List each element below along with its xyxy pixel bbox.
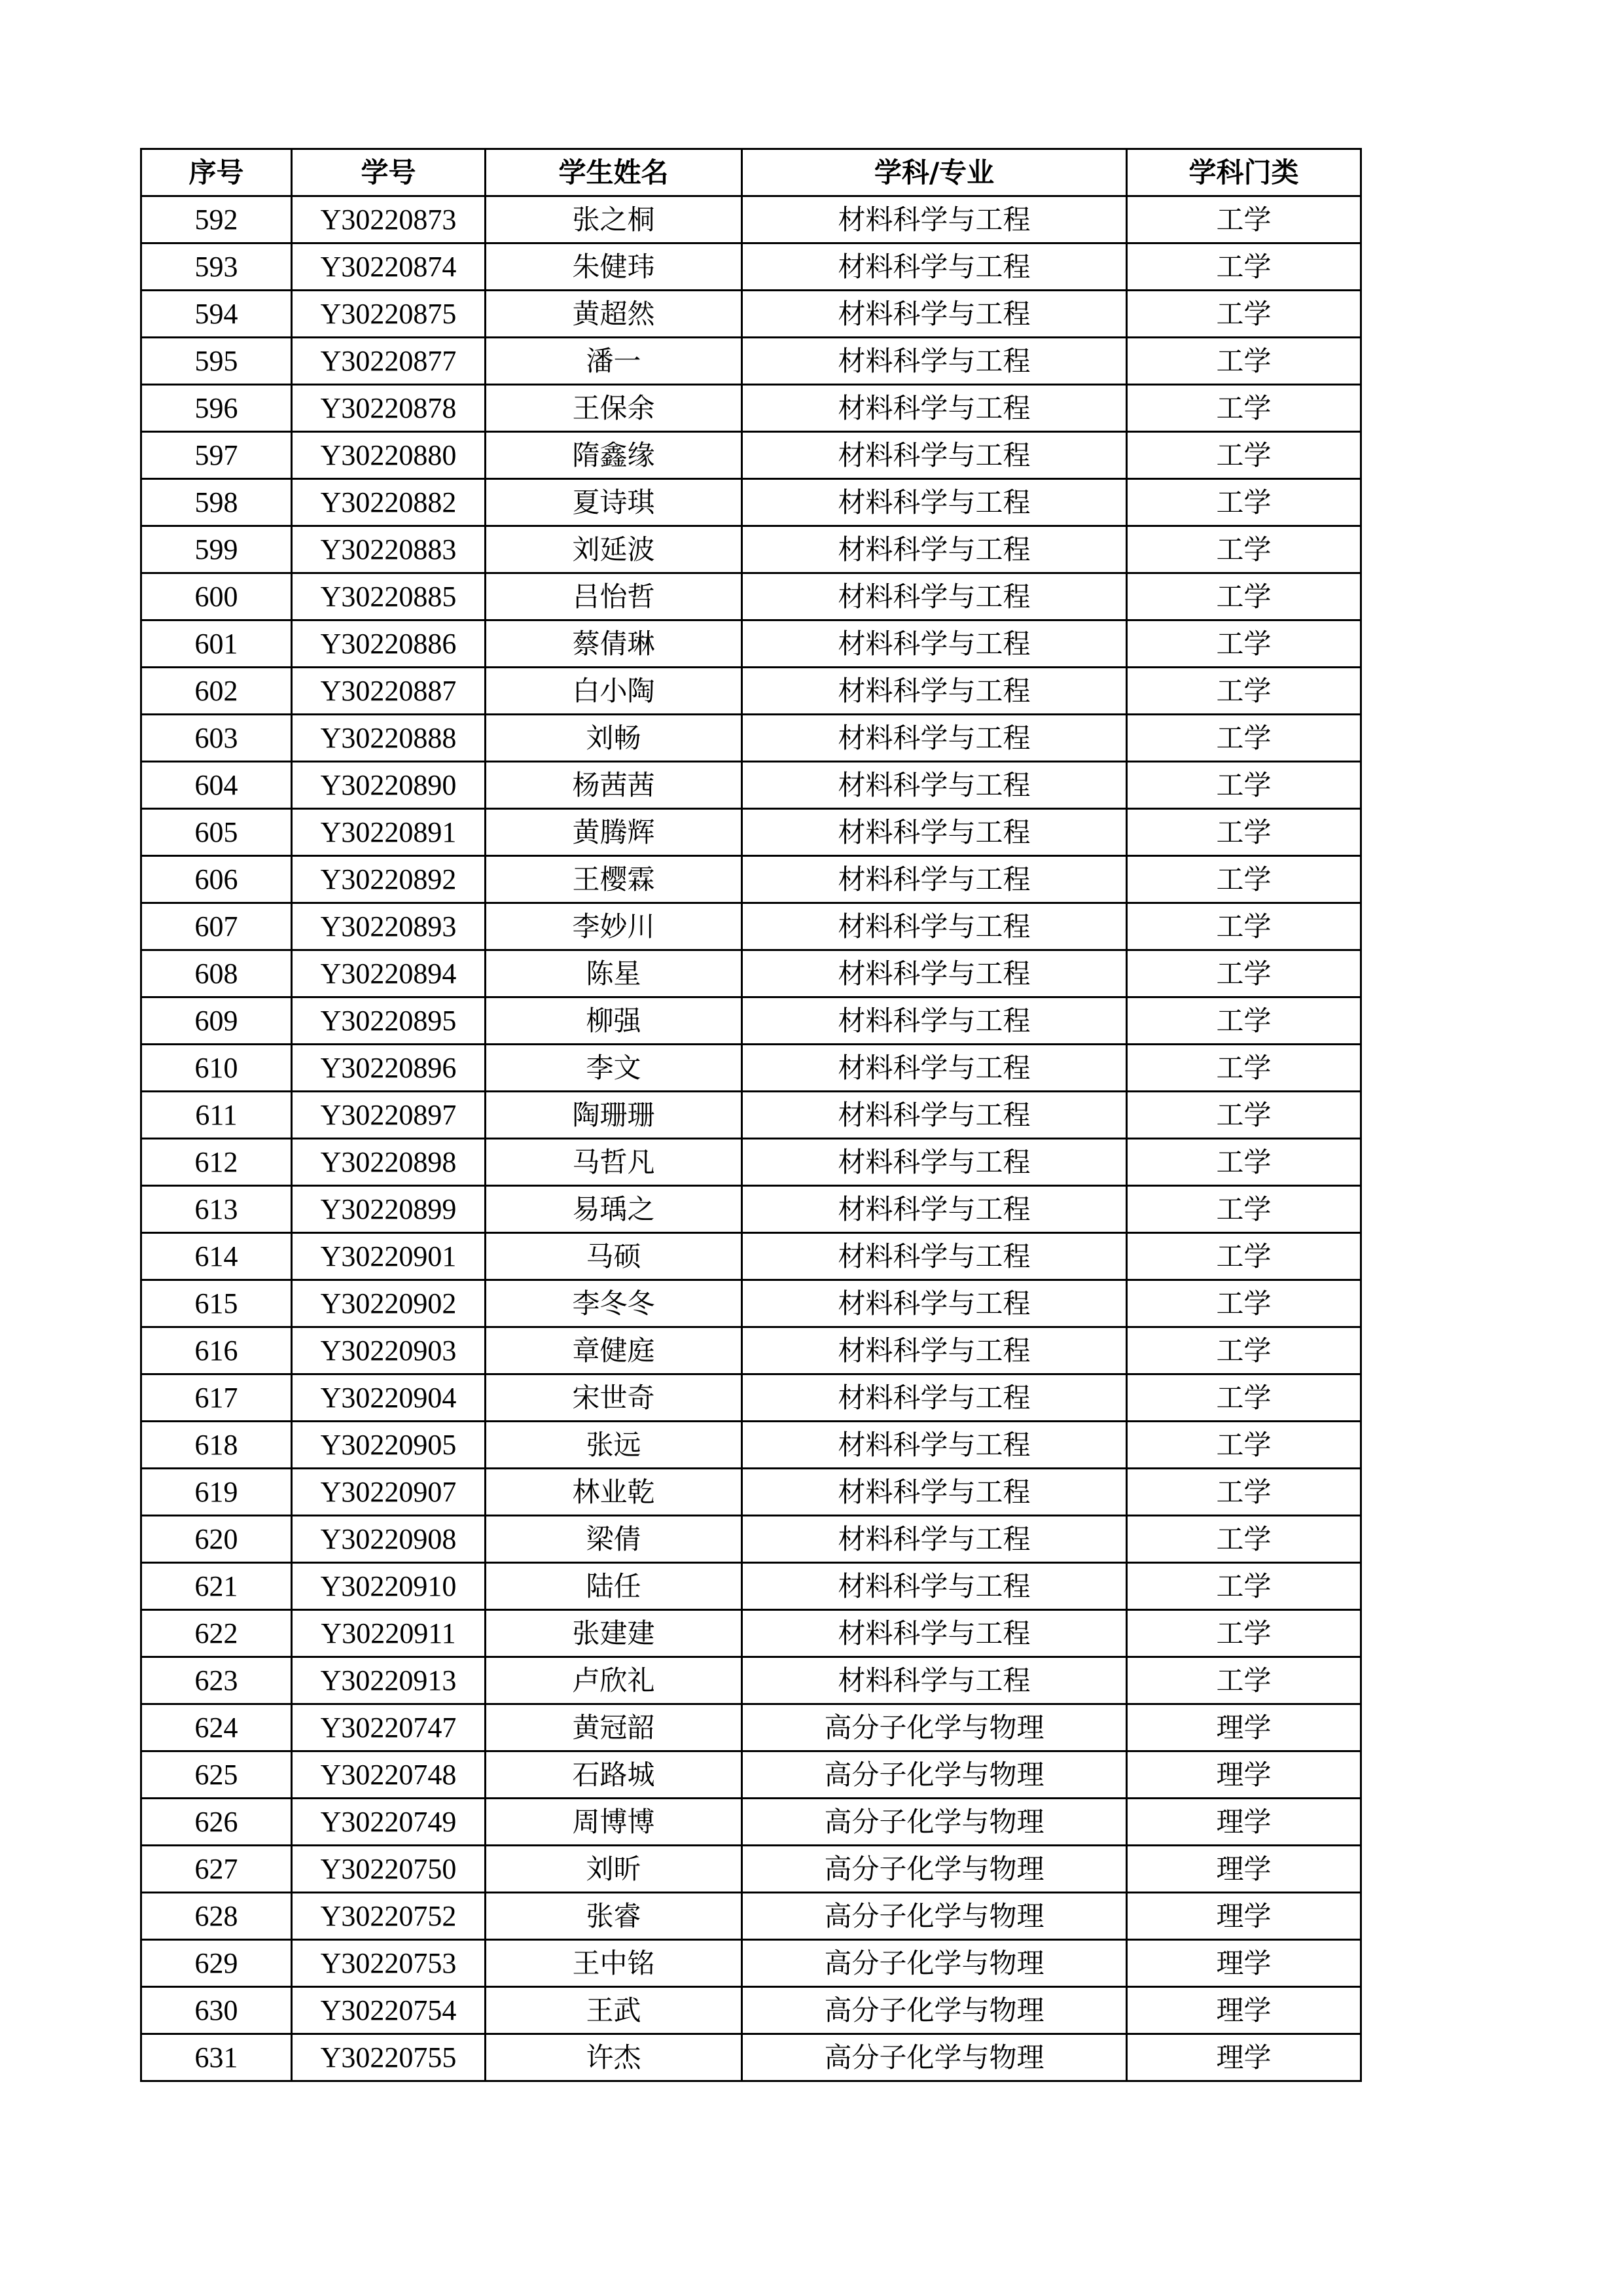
header-index: 序号 — [141, 149, 292, 196]
cell-student-id: Y30220905 — [292, 1422, 486, 1469]
cell-student-name: 柳强 — [486, 997, 742, 1045]
cell-major: 高分子化学与物理 — [742, 1940, 1127, 1987]
cell-discipline: 工学 — [1127, 1469, 1361, 1516]
cell-student-name: 王武 — [486, 1987, 742, 2034]
cell-student-name: 宋世奇 — [486, 1374, 742, 1422]
cell-major: 材料科学与工程 — [742, 1045, 1127, 1092]
table-row — [141, 526, 1361, 573]
cell-discipline: 工学 — [1127, 715, 1361, 762]
table-row — [141, 1751, 1361, 1799]
table-row — [141, 2034, 1361, 2081]
cell-discipline: 工学 — [1127, 338, 1361, 385]
cell-discipline: 工学 — [1127, 809, 1361, 856]
cell-discipline: 工学 — [1127, 1657, 1361, 1704]
cell-student-name: 张远 — [486, 1422, 742, 1469]
cell-index: 596 — [141, 385, 292, 432]
cell-student-id: Y30220874 — [292, 243, 486, 291]
cell-student-id: Y30220873 — [292, 196, 486, 243]
table-row — [141, 432, 1361, 479]
cell-student-name: 章健庭 — [486, 1327, 742, 1374]
cell-discipline: 工学 — [1127, 997, 1361, 1045]
cell-discipline: 工学 — [1127, 1139, 1361, 1186]
cell-major: 材料科学与工程 — [742, 809, 1127, 856]
cell-discipline: 工学 — [1127, 950, 1361, 997]
cell-index: 612 — [141, 1139, 292, 1186]
cell-major: 材料科学与工程 — [742, 1233, 1127, 1280]
table-row — [141, 856, 1361, 903]
cell-major: 材料科学与工程 — [742, 1469, 1127, 1516]
cell-student-id: Y30220875 — [292, 291, 486, 338]
cell-student-name: 易瑀之 — [486, 1186, 742, 1233]
cell-index: 598 — [141, 479, 292, 526]
cell-major: 材料科学与工程 — [742, 1374, 1127, 1422]
cell-student-name: 杨茜茜 — [486, 762, 742, 809]
table-row — [141, 385, 1361, 432]
cell-major: 材料科学与工程 — [742, 432, 1127, 479]
cell-major: 材料科学与工程 — [742, 997, 1127, 1045]
cell-student-name: 陈星 — [486, 950, 742, 997]
student-roster-table — [140, 148, 1362, 2082]
table-row — [141, 1940, 1361, 1987]
cell-major: 材料科学与工程 — [742, 1092, 1127, 1139]
cell-major: 高分子化学与物理 — [742, 1751, 1127, 1799]
cell-discipline: 工学 — [1127, 432, 1361, 479]
cell-index: 629 — [141, 1940, 292, 1987]
cell-student-name: 黄腾辉 — [486, 809, 742, 856]
cell-major: 材料科学与工程 — [742, 196, 1127, 243]
cell-major: 高分子化学与物理 — [742, 1799, 1127, 1846]
cell-index: 618 — [141, 1422, 292, 1469]
cell-student-name: 王樱霖 — [486, 856, 742, 903]
table-row — [141, 1374, 1361, 1422]
table-row — [141, 1092, 1361, 1139]
cell-index: 615 — [141, 1280, 292, 1327]
table-row — [141, 1704, 1361, 1751]
header-major: 学科/专业 — [742, 149, 1127, 196]
table-row — [141, 1657, 1361, 1704]
table-row — [141, 1280, 1361, 1327]
cell-major: 材料科学与工程 — [742, 1139, 1127, 1186]
cell-student-id: Y30220877 — [292, 338, 486, 385]
cell-student-id: Y30220755 — [292, 2034, 486, 2081]
cell-student-name: 夏诗琪 — [486, 479, 742, 526]
cell-student-name: 陆任 — [486, 1563, 742, 1610]
table-row — [141, 1799, 1361, 1846]
cell-discipline: 工学 — [1127, 526, 1361, 573]
table-row — [141, 1563, 1361, 1610]
cell-discipline: 工学 — [1127, 668, 1361, 715]
table-row — [141, 1233, 1361, 1280]
cell-student-id: Y30220882 — [292, 479, 486, 526]
table-row — [141, 479, 1361, 526]
cell-student-id: Y30220883 — [292, 526, 486, 573]
cell-major: 材料科学与工程 — [742, 526, 1127, 573]
cell-discipline: 工学 — [1127, 243, 1361, 291]
table-row — [141, 338, 1361, 385]
cell-student-name: 刘畅 — [486, 715, 742, 762]
cell-student-id: Y30220753 — [292, 1940, 486, 1987]
table-row — [141, 1045, 1361, 1092]
cell-student-id: Y30220885 — [292, 573, 486, 620]
cell-discipline: 理学 — [1127, 1704, 1361, 1751]
table-row — [141, 243, 1361, 291]
cell-major: 材料科学与工程 — [742, 338, 1127, 385]
cell-student-id: Y30220902 — [292, 1280, 486, 1327]
cell-student-name: 李妙川 — [486, 903, 742, 950]
cell-index: 621 — [141, 1563, 292, 1610]
table-row — [141, 950, 1361, 997]
cell-major: 材料科学与工程 — [742, 1610, 1127, 1657]
cell-major: 材料科学与工程 — [742, 1327, 1127, 1374]
cell-index: 592 — [141, 196, 292, 243]
table-row — [141, 573, 1361, 620]
cell-major: 材料科学与工程 — [742, 715, 1127, 762]
cell-student-name: 周博博 — [486, 1799, 742, 1846]
table-row — [141, 291, 1361, 338]
table-row — [141, 1469, 1361, 1516]
cell-student-id: Y30220892 — [292, 856, 486, 903]
cell-major: 材料科学与工程 — [742, 385, 1127, 432]
cell-student-name: 潘一 — [486, 338, 742, 385]
cell-index: 603 — [141, 715, 292, 762]
cell-discipline: 工学 — [1127, 903, 1361, 950]
cell-student-id: Y30220748 — [292, 1751, 486, 1799]
cell-discipline: 工学 — [1127, 1422, 1361, 1469]
cell-discipline: 工学 — [1127, 1280, 1361, 1327]
cell-major: 材料科学与工程 — [742, 1516, 1127, 1563]
cell-student-name: 梁倩 — [486, 1516, 742, 1563]
cell-major: 高分子化学与物理 — [742, 1893, 1127, 1940]
cell-student-name: 张睿 — [486, 1893, 742, 1940]
cell-student-id: Y30220747 — [292, 1704, 486, 1751]
cell-discipline: 理学 — [1127, 1799, 1361, 1846]
cell-major: 材料科学与工程 — [742, 479, 1127, 526]
cell-student-name: 许杰 — [486, 2034, 742, 2081]
cell-index: 597 — [141, 432, 292, 479]
cell-student-id: Y30220907 — [292, 1469, 486, 1516]
cell-index: 602 — [141, 668, 292, 715]
cell-student-name: 王保余 — [486, 385, 742, 432]
cell-student-id: Y30220749 — [292, 1799, 486, 1846]
cell-major: 材料科学与工程 — [742, 620, 1127, 668]
table-row — [141, 1186, 1361, 1233]
cell-index: 630 — [141, 1987, 292, 2034]
cell-student-id: Y30220904 — [292, 1374, 486, 1422]
cell-discipline: 理学 — [1127, 1940, 1361, 1987]
cell-index: 627 — [141, 1846, 292, 1893]
table-row — [141, 196, 1361, 243]
cell-index: 631 — [141, 2034, 292, 2081]
cell-major: 材料科学与工程 — [742, 762, 1127, 809]
cell-student-id: Y30220880 — [292, 432, 486, 479]
cell-student-name: 林业乾 — [486, 1469, 742, 1516]
table-row — [141, 903, 1361, 950]
cell-major: 材料科学与工程 — [742, 668, 1127, 715]
cell-student-name: 李冬冬 — [486, 1280, 742, 1327]
table-row — [141, 809, 1361, 856]
table-header — [141, 149, 1361, 196]
cell-student-id: Y30220910 — [292, 1563, 486, 1610]
cell-major: 材料科学与工程 — [742, 573, 1127, 620]
cell-student-id: Y30220888 — [292, 715, 486, 762]
cell-major: 材料科学与工程 — [742, 1186, 1127, 1233]
cell-student-id: Y30220754 — [292, 1987, 486, 2034]
cell-index: 617 — [141, 1374, 292, 1422]
table-row — [141, 1516, 1361, 1563]
cell-student-name: 卢欣礼 — [486, 1657, 742, 1704]
table-row — [141, 1139, 1361, 1186]
cell-student-id: Y30220752 — [292, 1893, 486, 1940]
cell-index: 606 — [141, 856, 292, 903]
cell-student-id: Y30220903 — [292, 1327, 486, 1374]
cell-discipline: 工学 — [1127, 1610, 1361, 1657]
cell-major: 高分子化学与物理 — [742, 2034, 1127, 2081]
cell-major: 材料科学与工程 — [742, 1657, 1127, 1704]
cell-student-id: Y30220886 — [292, 620, 486, 668]
cell-index: 610 — [141, 1045, 292, 1092]
cell-student-id: Y30220911 — [292, 1610, 486, 1657]
cell-discipline: 理学 — [1127, 1846, 1361, 1893]
cell-major: 材料科学与工程 — [742, 243, 1127, 291]
cell-student-name: 张建建 — [486, 1610, 742, 1657]
cell-student-name: 黄冠韶 — [486, 1704, 742, 1751]
cell-student-name: 刘昕 — [486, 1846, 742, 1893]
cell-major: 材料科学与工程 — [742, 1563, 1127, 1610]
cell-index: 605 — [141, 809, 292, 856]
cell-student-id: Y30220901 — [292, 1233, 486, 1280]
cell-student-name: 吕怡哲 — [486, 573, 742, 620]
cell-discipline: 理学 — [1127, 1751, 1361, 1799]
cell-student-name: 朱健玮 — [486, 243, 742, 291]
cell-major: 材料科学与工程 — [742, 1280, 1127, 1327]
cell-student-id: Y30220899 — [292, 1186, 486, 1233]
cell-student-id: Y30220878 — [292, 385, 486, 432]
cell-index: 595 — [141, 338, 292, 385]
cell-index: 628 — [141, 1893, 292, 1940]
cell-discipline: 工学 — [1127, 385, 1361, 432]
table-row — [141, 1987, 1361, 2034]
cell-student-id: Y30220896 — [292, 1045, 486, 1092]
cell-student-name: 白小陶 — [486, 668, 742, 715]
cell-discipline: 工学 — [1127, 1516, 1361, 1563]
table-row — [141, 1422, 1361, 1469]
cell-index: 619 — [141, 1469, 292, 1516]
cell-major: 高分子化学与物理 — [742, 1846, 1127, 1893]
cell-index: 613 — [141, 1186, 292, 1233]
cell-student-name: 蔡倩琳 — [486, 620, 742, 668]
cell-student-name: 隋鑫缘 — [486, 432, 742, 479]
cell-index: 620 — [141, 1516, 292, 1563]
cell-student-id: Y30220908 — [292, 1516, 486, 1563]
header-student-id: 学号 — [292, 149, 486, 196]
table-row — [141, 620, 1361, 668]
cell-student-id: Y30220887 — [292, 668, 486, 715]
cell-student-id: Y30220897 — [292, 1092, 486, 1139]
cell-discipline: 工学 — [1127, 856, 1361, 903]
cell-major: 材料科学与工程 — [742, 950, 1127, 997]
cell-index: 625 — [141, 1751, 292, 1799]
cell-discipline: 理学 — [1127, 1987, 1361, 2034]
table-row — [141, 997, 1361, 1045]
cell-index: 601 — [141, 620, 292, 668]
cell-student-name: 石路城 — [486, 1751, 742, 1799]
cell-index: 607 — [141, 903, 292, 950]
cell-student-id: Y30220893 — [292, 903, 486, 950]
cell-discipline: 工学 — [1127, 1186, 1361, 1233]
table-row — [141, 1893, 1361, 1940]
cell-index: 594 — [141, 291, 292, 338]
cell-index: 599 — [141, 526, 292, 573]
cell-major: 材料科学与工程 — [742, 291, 1127, 338]
cell-student-id: Y30220913 — [292, 1657, 486, 1704]
cell-discipline: 工学 — [1127, 1327, 1361, 1374]
cell-discipline: 工学 — [1127, 1092, 1361, 1139]
cell-student-id: Y30220750 — [292, 1846, 486, 1893]
cell-discipline: 工学 — [1127, 573, 1361, 620]
cell-discipline: 工学 — [1127, 1563, 1361, 1610]
table-row — [141, 762, 1361, 809]
cell-student-name: 马哲凡 — [486, 1139, 742, 1186]
cell-student-id: Y30220895 — [292, 997, 486, 1045]
header-row — [141, 149, 1361, 196]
cell-index: 616 — [141, 1327, 292, 1374]
table-row — [141, 1610, 1361, 1657]
cell-student-id: Y30220891 — [292, 809, 486, 856]
table-row — [141, 1327, 1361, 1374]
cell-student-id: Y30220894 — [292, 950, 486, 997]
cell-index: 614 — [141, 1233, 292, 1280]
cell-student-name: 马硕 — [486, 1233, 742, 1280]
cell-major: 材料科学与工程 — [742, 856, 1127, 903]
cell-discipline: 工学 — [1127, 479, 1361, 526]
cell-student-name: 李文 — [486, 1045, 742, 1092]
cell-discipline: 工学 — [1127, 762, 1361, 809]
cell-index: 593 — [141, 243, 292, 291]
cell-discipline: 理学 — [1127, 1893, 1361, 1940]
cell-student-name: 王中铭 — [486, 1940, 742, 1987]
cell-index: 623 — [141, 1657, 292, 1704]
cell-discipline: 工学 — [1127, 291, 1361, 338]
cell-major: 材料科学与工程 — [742, 903, 1127, 950]
cell-discipline: 工学 — [1127, 1045, 1361, 1092]
cell-discipline: 工学 — [1127, 620, 1361, 668]
cell-index: 626 — [141, 1799, 292, 1846]
cell-major: 高分子化学与物理 — [742, 1987, 1127, 2034]
header-student-name: 学生姓名 — [486, 149, 742, 196]
cell-student-name: 黄超然 — [486, 291, 742, 338]
cell-index: 608 — [141, 950, 292, 997]
cell-student-id: Y30220890 — [292, 762, 486, 809]
cell-discipline: 工学 — [1127, 1374, 1361, 1422]
cell-discipline: 工学 — [1127, 1233, 1361, 1280]
cell-index: 609 — [141, 997, 292, 1045]
cell-major: 材料科学与工程 — [742, 1422, 1127, 1469]
cell-index: 624 — [141, 1704, 292, 1751]
cell-discipline: 工学 — [1127, 196, 1361, 243]
cell-student-id: Y30220898 — [292, 1139, 486, 1186]
cell-index: 622 — [141, 1610, 292, 1657]
table-row — [141, 715, 1361, 762]
cell-index: 611 — [141, 1092, 292, 1139]
cell-student-name: 刘延波 — [486, 526, 742, 573]
table-row — [141, 1846, 1361, 1893]
table-body — [141, 196, 1361, 2081]
cell-student-name: 陶珊珊 — [486, 1092, 742, 1139]
cell-index: 604 — [141, 762, 292, 809]
header-discipline: 学科门类 — [1127, 149, 1361, 196]
cell-discipline: 理学 — [1127, 2034, 1361, 2081]
cell-student-name: 张之桐 — [486, 196, 742, 243]
cell-major: 高分子化学与物理 — [742, 1704, 1127, 1751]
cell-index: 600 — [141, 573, 292, 620]
table-row — [141, 668, 1361, 715]
